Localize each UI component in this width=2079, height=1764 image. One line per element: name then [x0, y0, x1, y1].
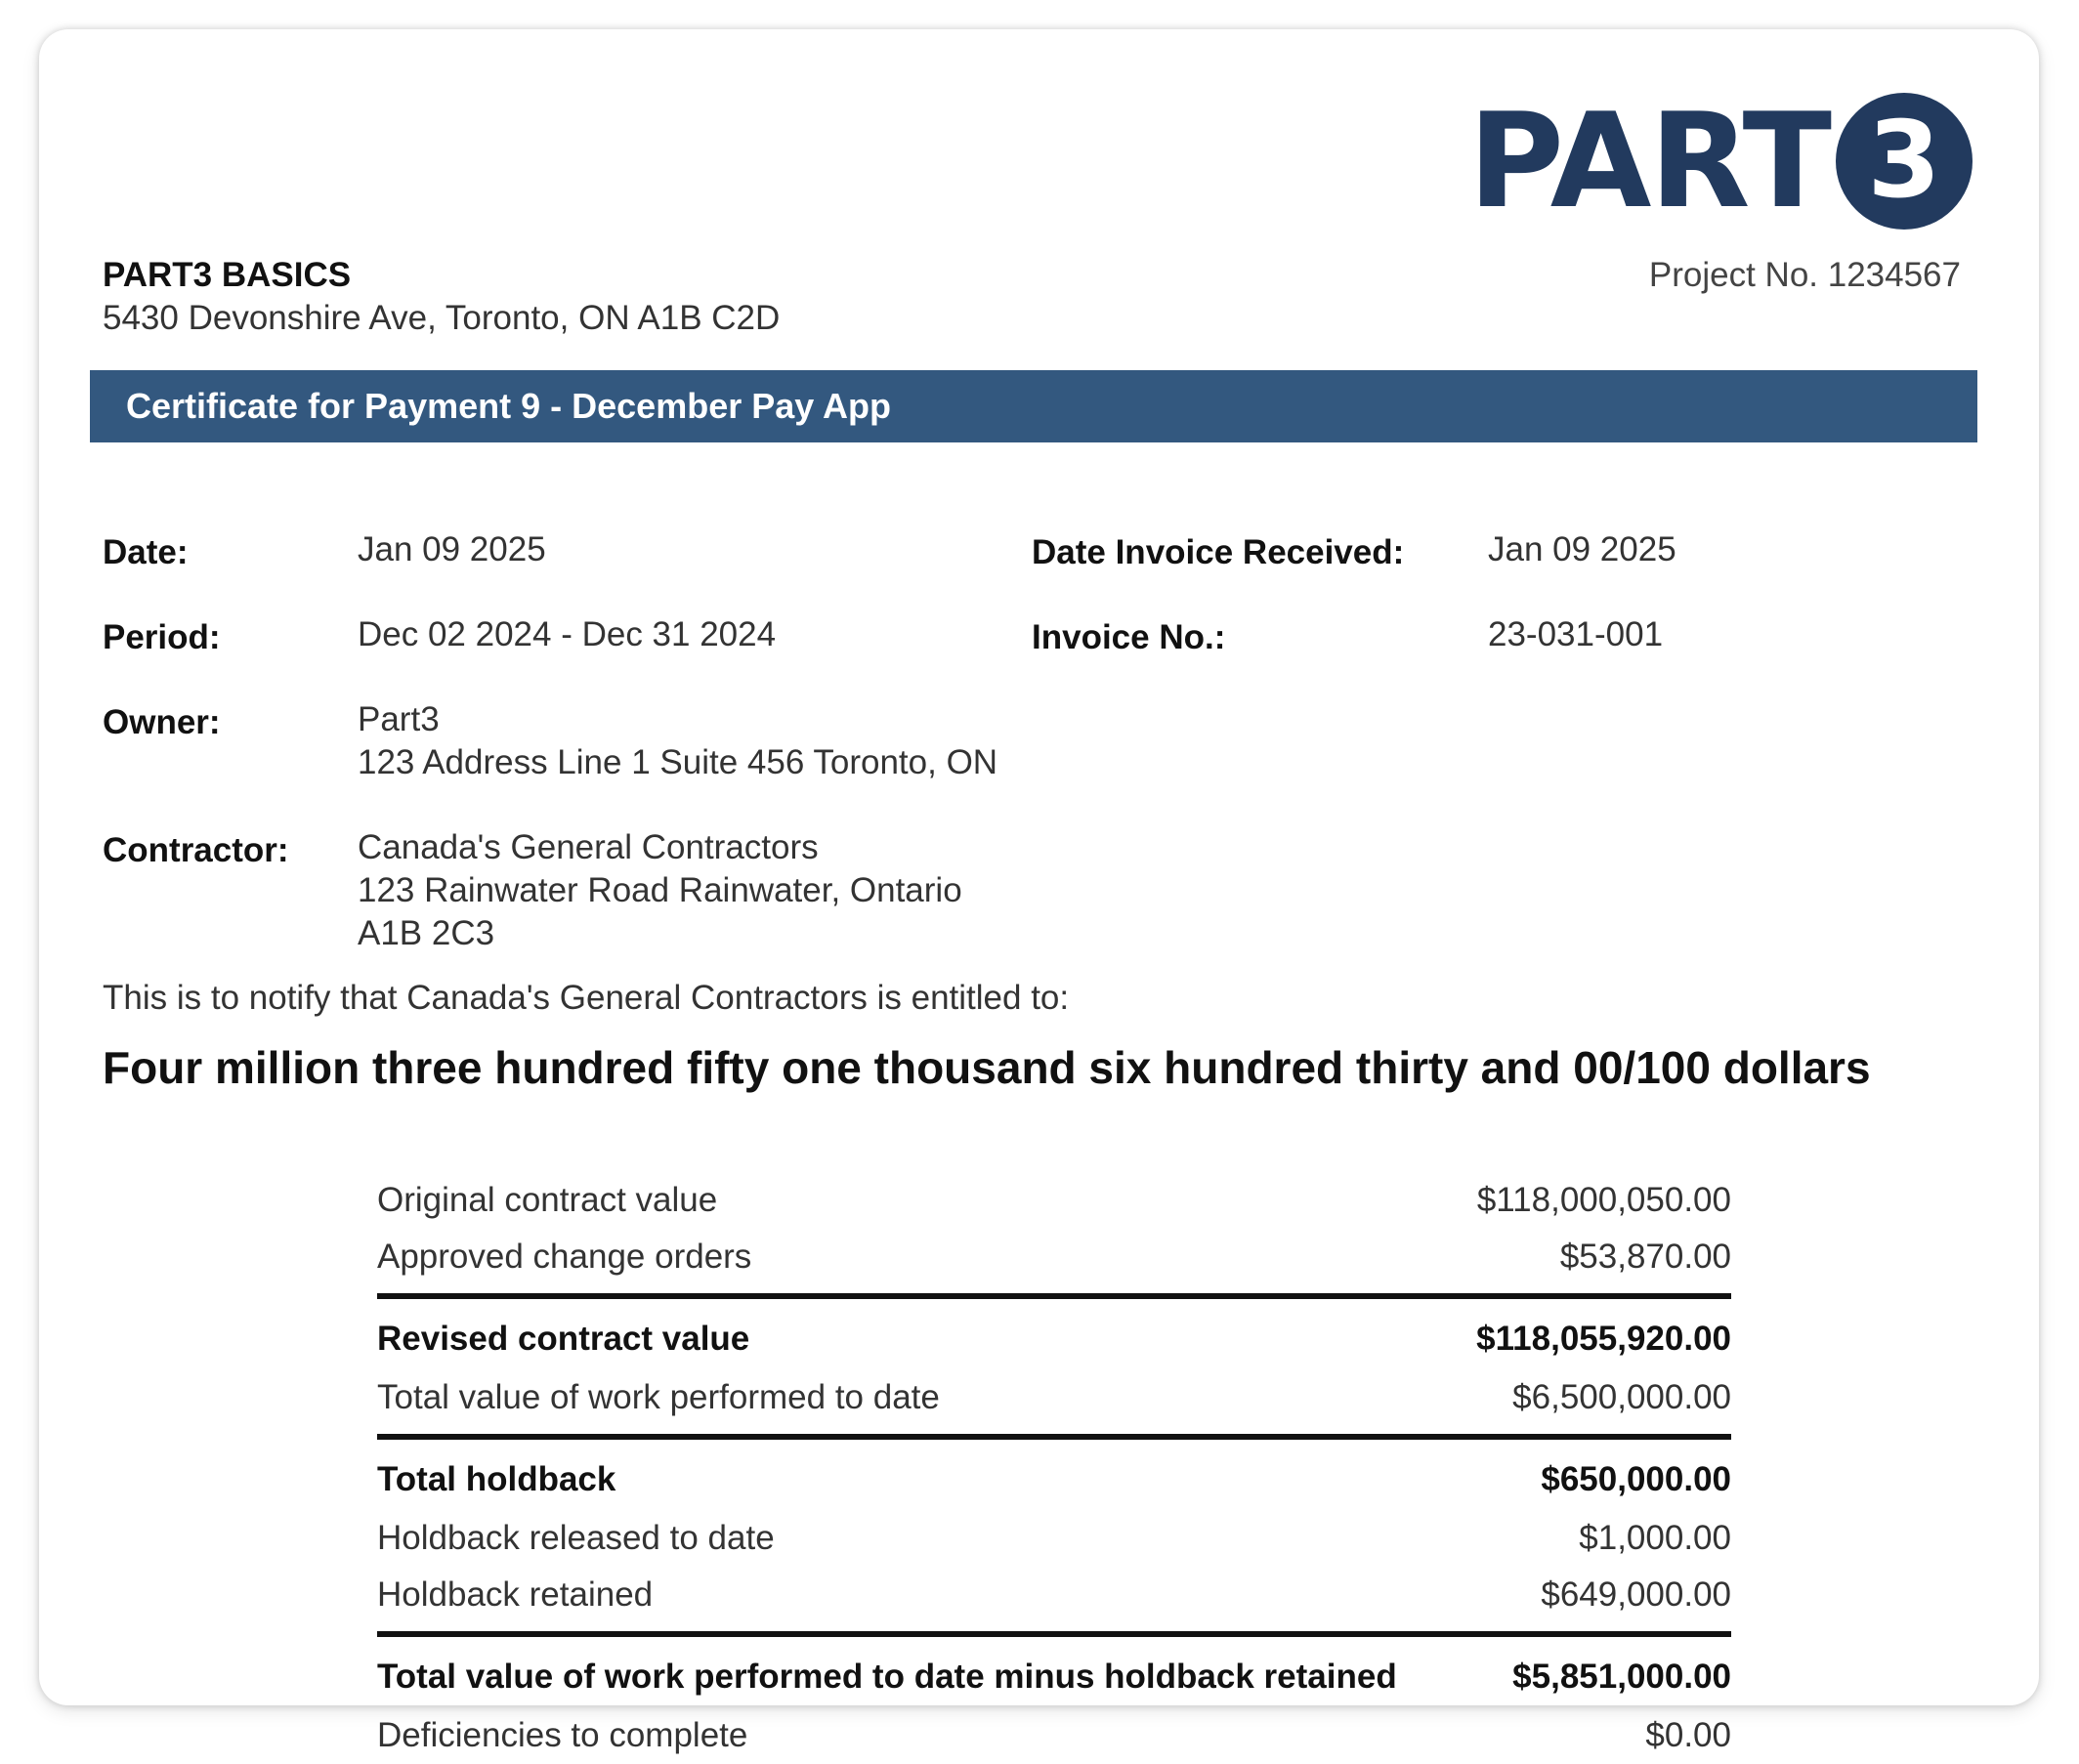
summary-label: Original contract value [377, 1181, 718, 1219]
date-invoice-received-label: Date Invoice Received: [1032, 533, 1405, 571]
amount-in-words: Four million three hundred fifty one thousand six hundred thirty and 00/100 dollars [103, 1042, 1871, 1093]
summary-row [377, 1369, 1731, 1426]
payment-summary-table [377, 1172, 1731, 1764]
summary-row [377, 1707, 1731, 1764]
summary-label: Total value of work performed to date minus holdback retained [377, 1658, 1397, 1696]
invoice-no-value: 23-031-001 [1488, 615, 1664, 653]
period-value: Dec 02 2024 - Dec 31 2024 [358, 615, 777, 653]
summary-label: Deficiencies to complete [377, 1716, 748, 1754]
summary-row-total [377, 1647, 1731, 1707]
summary-row [377, 1567, 1731, 1623]
entitlement-notice: This is to notify that Canada's General Contractors is entitled to: [103, 979, 1070, 1017]
owner-label: Owner: [103, 703, 221, 741]
date-invoice-received-value: Jan 09 2025 [1488, 530, 1676, 568]
contractor-label: Contractor: [103, 831, 289, 869]
summary-value: $0.00 [1645, 1716, 1731, 1754]
summary-row [377, 1510, 1731, 1567]
summary-row-total [377, 1449, 1731, 1510]
owner-address: 123 Address Line 1 Suite 456 Toronto, ON [358, 743, 998, 781]
owner-name: Part3 [358, 700, 440, 738]
summary-value: $1,000.00 [1579, 1519, 1731, 1557]
date-label: Date: [103, 533, 189, 571]
summary-label: Holdback released to date [377, 1519, 775, 1557]
summary-value: $650,000.00 [1541, 1460, 1731, 1498]
logo-wordmark: PART [1467, 85, 1830, 237]
contractor-address-line: 123 Rainwater Road Rainwater, Ontario [358, 871, 962, 909]
company-address: 5430 Devonshire Ave, Toronto, ON A1B C2D [103, 299, 781, 337]
project-number: Project No. 1234567 [1648, 256, 1961, 294]
summary-label: Holdback retained [377, 1575, 654, 1614]
summary-label: Approved change orders [377, 1238, 752, 1276]
company-name: PART3 BASICS [103, 256, 352, 294]
part3-logo [1467, 85, 1973, 237]
summary-row [377, 1172, 1731, 1229]
summary-row-total [377, 1309, 1731, 1369]
summary-divider [377, 1631, 1731, 1637]
summary-value: $6,500,000.00 [1512, 1378, 1731, 1416]
logo-circle-mark: 3 [1836, 93, 1973, 230]
period-label: Period: [103, 618, 221, 656]
summary-divider [377, 1293, 1731, 1299]
summary-value: $5,851,000.00 [1512, 1658, 1731, 1696]
invoice-no-label: Invoice No.: [1032, 618, 1226, 656]
summary-value: $118,000,050.00 [1476, 1181, 1731, 1219]
summary-divider [377, 1434, 1731, 1440]
summary-label: Total holdback [377, 1460, 616, 1498]
summary-label: Revised contract value [377, 1320, 750, 1358]
certificate-title-banner [90, 370, 1977, 442]
contractor-postal-code: A1B 2C3 [358, 914, 495, 952]
summary-value: $118,055,920.00 [1476, 1320, 1731, 1358]
contractor-name: Canada's General Contractors [358, 828, 819, 866]
summary-row [377, 1229, 1731, 1285]
date-value: Jan 09 2025 [358, 530, 546, 568]
summary-label: Total value of work performed to date [377, 1378, 940, 1416]
summary-value: $53,870.00 [1559, 1238, 1731, 1276]
certificate-page [39, 29, 2039, 1754]
certificate-title: Certificate for Payment 9 - December Pay App [126, 386, 891, 426]
summary-value: $649,000.00 [1541, 1575, 1731, 1614]
